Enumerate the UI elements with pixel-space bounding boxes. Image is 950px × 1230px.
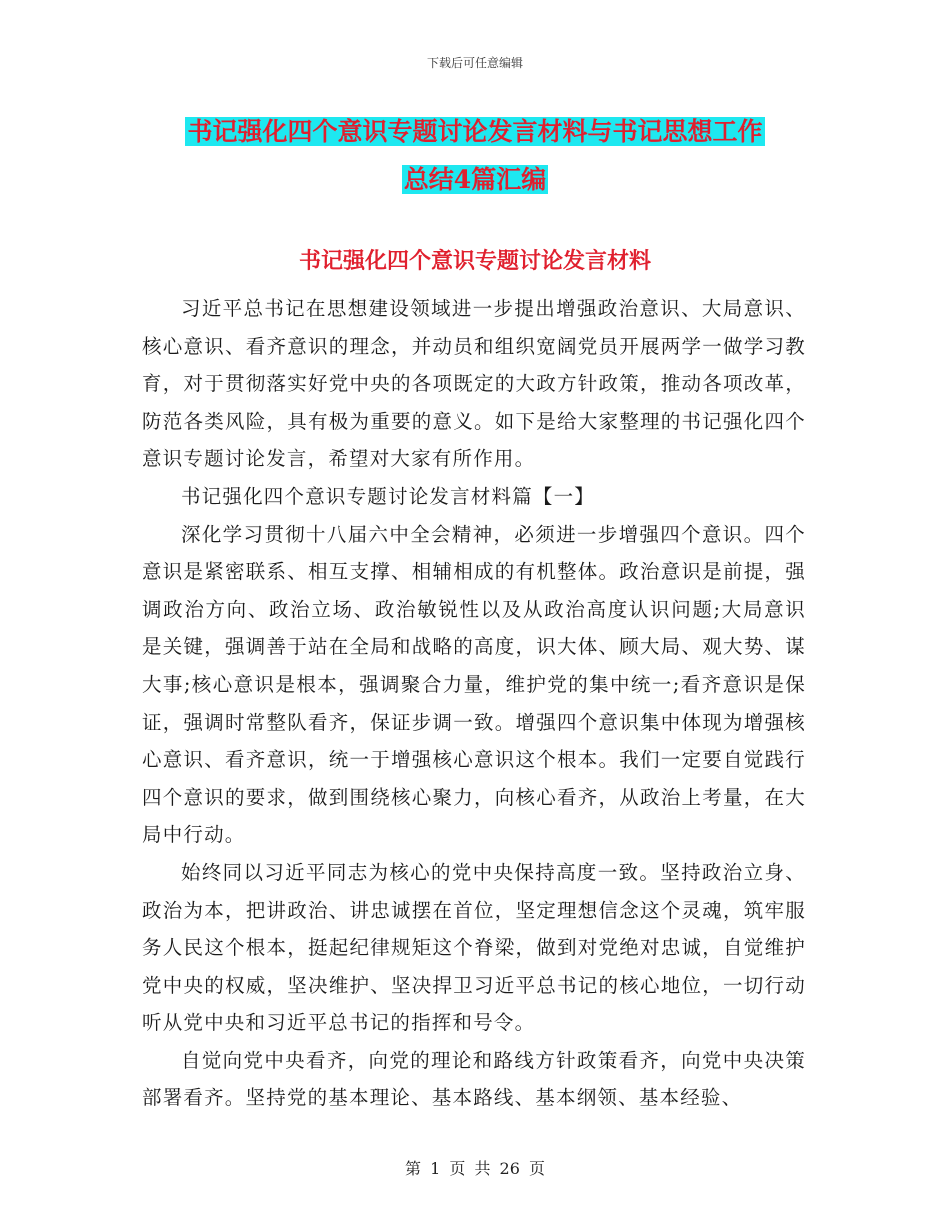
paragraph-subheading: 书记强化四个意识专题讨论发言材料篇【一】 [181,484,596,508]
section-title: 书记强化四个意识专题讨论发言材料 [298,248,651,274]
paragraph: 始终同以习近平同志为核心的党中央保持高度一致。坚持政治立身、政治为本，把讲政治、讲忠诚摆在首位，坚定理想信念这个灵魂，筑牢服务人民这个根本，挺起纪律规矩这个脊梁，做到对党绝对忠诚，自觉维护党中央的权威，坚决维护、坚决捍卫习近平总书记的核心地位，一切行动听从党中央和习近平总书记的指挥和号令。 [142,860,806,1035]
header-note: 下载后可任意编辑 [426,56,523,70]
page-footer: 第 1 页 共 26 页 [405,1159,545,1178]
paragraph: 自觉向党中央看齐，向党的理论和路线方针政策看齐，向党中央决策部署看齐。坚持党的基本理论、基本路线、基本纲领、基本经验、 [142,1048,806,1110]
document-body [142,290,806,1117]
paragraph: 深化学习贯彻十八届六中全会精神，必须进一步增强四个意识。四个意识是紧密联系、相互支撑、相辅相成的有机整体。政治意识是前提，强调政治方向、政治立场、政治敏锐性以及从政治高度认识问题;大局意识是关键，强调善于站在全局和战略的高度，识大体、顾大局、观大势、谋大事;核心意识是根本，强调聚合力量，维护党的集中统一;看齐意识是保证，强调时常整队看齐，保证步调一致。增强四个意识集中体现为增强核心意识、看齐意识，统一于增强核心意识这个根本。我们一定要自觉践行四个意识的要求，做到围绕核心聚力，向核心看齐，从政治上考量，在大局中行动。 [142,522,806,847]
document-title-line-1: 书记强化四个意识专题讨论发言材料与书记思想工作 [187,117,763,146]
document-title-line-2: 总结4篇汇编 [403,165,547,194]
document-title [0,108,950,204]
paragraph-intro: 习近平总书记在思想建设领域进一步提出增强政治意识、大局意识、核心意识、看齐意识的理念，并动员和组织宽阔党员开展两学一做学习教育，对于贯彻落实好党中央的各项既定的大政方针政策，推动各项改革，防范各类风险，具有极为重要的意义。如下是给大家整理的书记强化四个意识专题讨论发言，希望对大家有所作用。 [142,297,806,471]
